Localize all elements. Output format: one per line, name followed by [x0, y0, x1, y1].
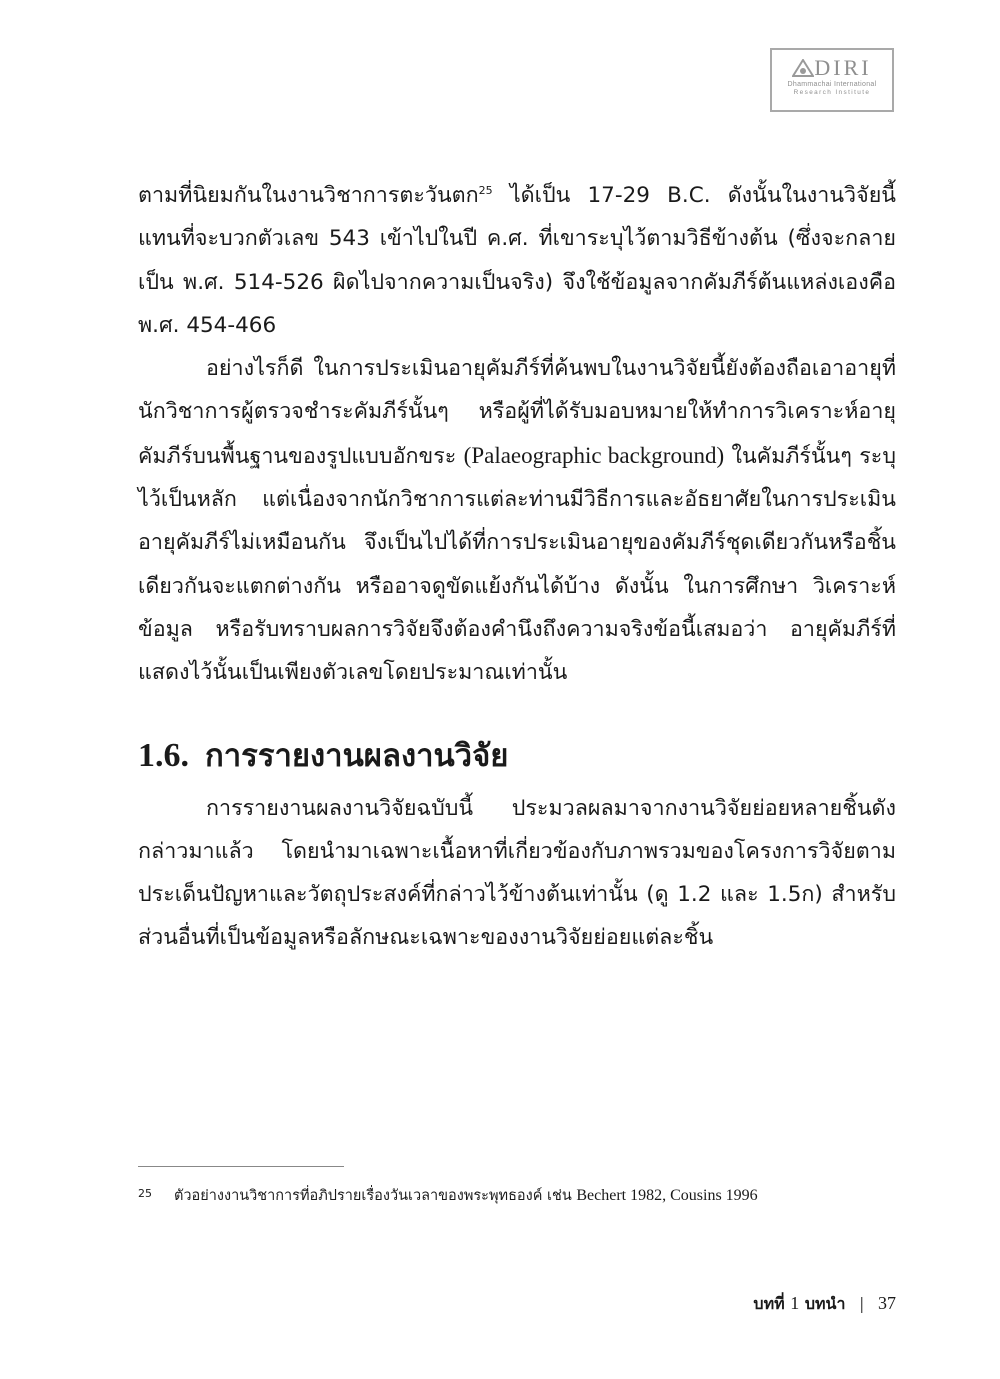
- page-body: [138, 174, 896, 960]
- paragraph-1-text-a: ตามที่นิยมกันในงานวิชาการตะวันตก: [138, 183, 479, 208]
- paragraph-1-text-b: ได้เป็น 17-29 B.C. ดังนั้นในงานวิจัยนี้ แทนที่จะบวกตัวเลข 543 เข้าไปในปี ค.ศ. ที่เขาระบุไว้ตามวิธีข้างต้น (ซึ่งจะกลายเป็น พ.ศ. 514-526 ผิดไปจากความเป็นจริง) จึงใช้ข้อมูลจากคัมภีร์ต้นแหล่งเองคือ พ.ศ. 454-466: [138, 183, 896, 338]
- footer-chapter-label: บทที่: [753, 1294, 785, 1313]
- footnote-number: 25: [138, 1187, 152, 1200]
- footer-chapter-number: 1: [790, 1293, 800, 1313]
- page-number: 37: [878, 1293, 896, 1313]
- paragraph-2-text-a: อย่างไรก็ดี ในการประเมินอายุคัมภีร์ที่ค้นพบในงานวิจัยนี้ยังต้องถือเอาอายุที่นักวิชาการผู้ตรวจชำระคัมภีร์นั้นๆ หรือผู้ที่ได้รับมอบหมายให้ทำการวิเคราะห์อายุคัมภีร์บนพื้นฐานของรูปแบบอักขระ: [138, 356, 896, 469]
- logo-subtitle-2: Research Institute: [793, 89, 871, 96]
- logo-name: DIRI: [814, 55, 872, 80]
- footnote-reference[interactable]: 25: [478, 183, 493, 197]
- paragraph-1: [138, 174, 896, 347]
- paragraph-2-english-term: (Palaeographic background): [463, 442, 725, 468]
- footnote-citations: Bechert 1982, Cousins 1996: [576, 1187, 758, 1204]
- footer-chapter-title: บทนำ: [804, 1294, 846, 1313]
- diri-logo: [770, 48, 894, 112]
- section-title: การรายงานผลงานวิจัย: [205, 737, 509, 774]
- paragraph-2-text-b: ในคัมภีร์นั้นๆ ระบุไว้เป็นหลัก แต่เนื่องจากนักวิชาการแต่ละท่านมีวิธีการและอัธยาศัยในการประเมินอายุคัมภีร์ไม่เหมือนกัน จึงเป็นไปได้ที่การประเมินอายุของคัมภีร์ชุดเดียวกันหรือชิ้นเดียวกันจะแตกต่างกัน หรืออาจดูขัดแย้งกันได้บ้าง ดังนั้น ในการศึกษา วิเคราะห์ข้อมูล หรือรับทราบผลการวิจัยจึงต้องคำนึงถึงความจริงข้อนี้เสมอว่า อายุคัมภีร์ที่แสดงไว้นั้นเป็นเพียงตัวเลขโดยประมาณเท่านั้น: [138, 443, 897, 686]
- footer-separator: |: [859, 1294, 865, 1313]
- footnote-text: ตัวอย่างงานวิชาการที่อภิปรายเรื่องวันเวลาของพระพุทธองค์ เช่น: [174, 1188, 577, 1204]
- section-heading: [138, 731, 896, 781]
- footnote-divider: [138, 1166, 344, 1167]
- triangle-logo-icon: [792, 59, 814, 77]
- section-paragraph: การรายงานผลงานวิจัยฉบับนี้ ประมวลผลมาจากงานวิจัยย่อยหลายชิ้นดังกล่าวมาแล้ว โดยนำมาเฉพาะเนื้อหาที่เกี่ยวข้องกับภาพรวมของโครงการวิจัยตามประเด็นปัญหาและวัตถุประสงค์ที่กล่าวไว้ข้างต้นเท่านั้น (ดู 1.2 และ 1.5ก) สำหรับส่วนอื่นที่เป็นข้อมูลหรือลักษณะเฉพาะของงานวิจัยย่อยแต่ละชิ้น: [138, 795, 896, 951]
- paragraph-2: [138, 347, 896, 694]
- section-number: 1.6.: [138, 736, 189, 774]
- page-footer: [753, 1292, 896, 1317]
- footnote: [138, 1186, 898, 1206]
- logo-subtitle: Dhammachai International: [787, 81, 877, 88]
